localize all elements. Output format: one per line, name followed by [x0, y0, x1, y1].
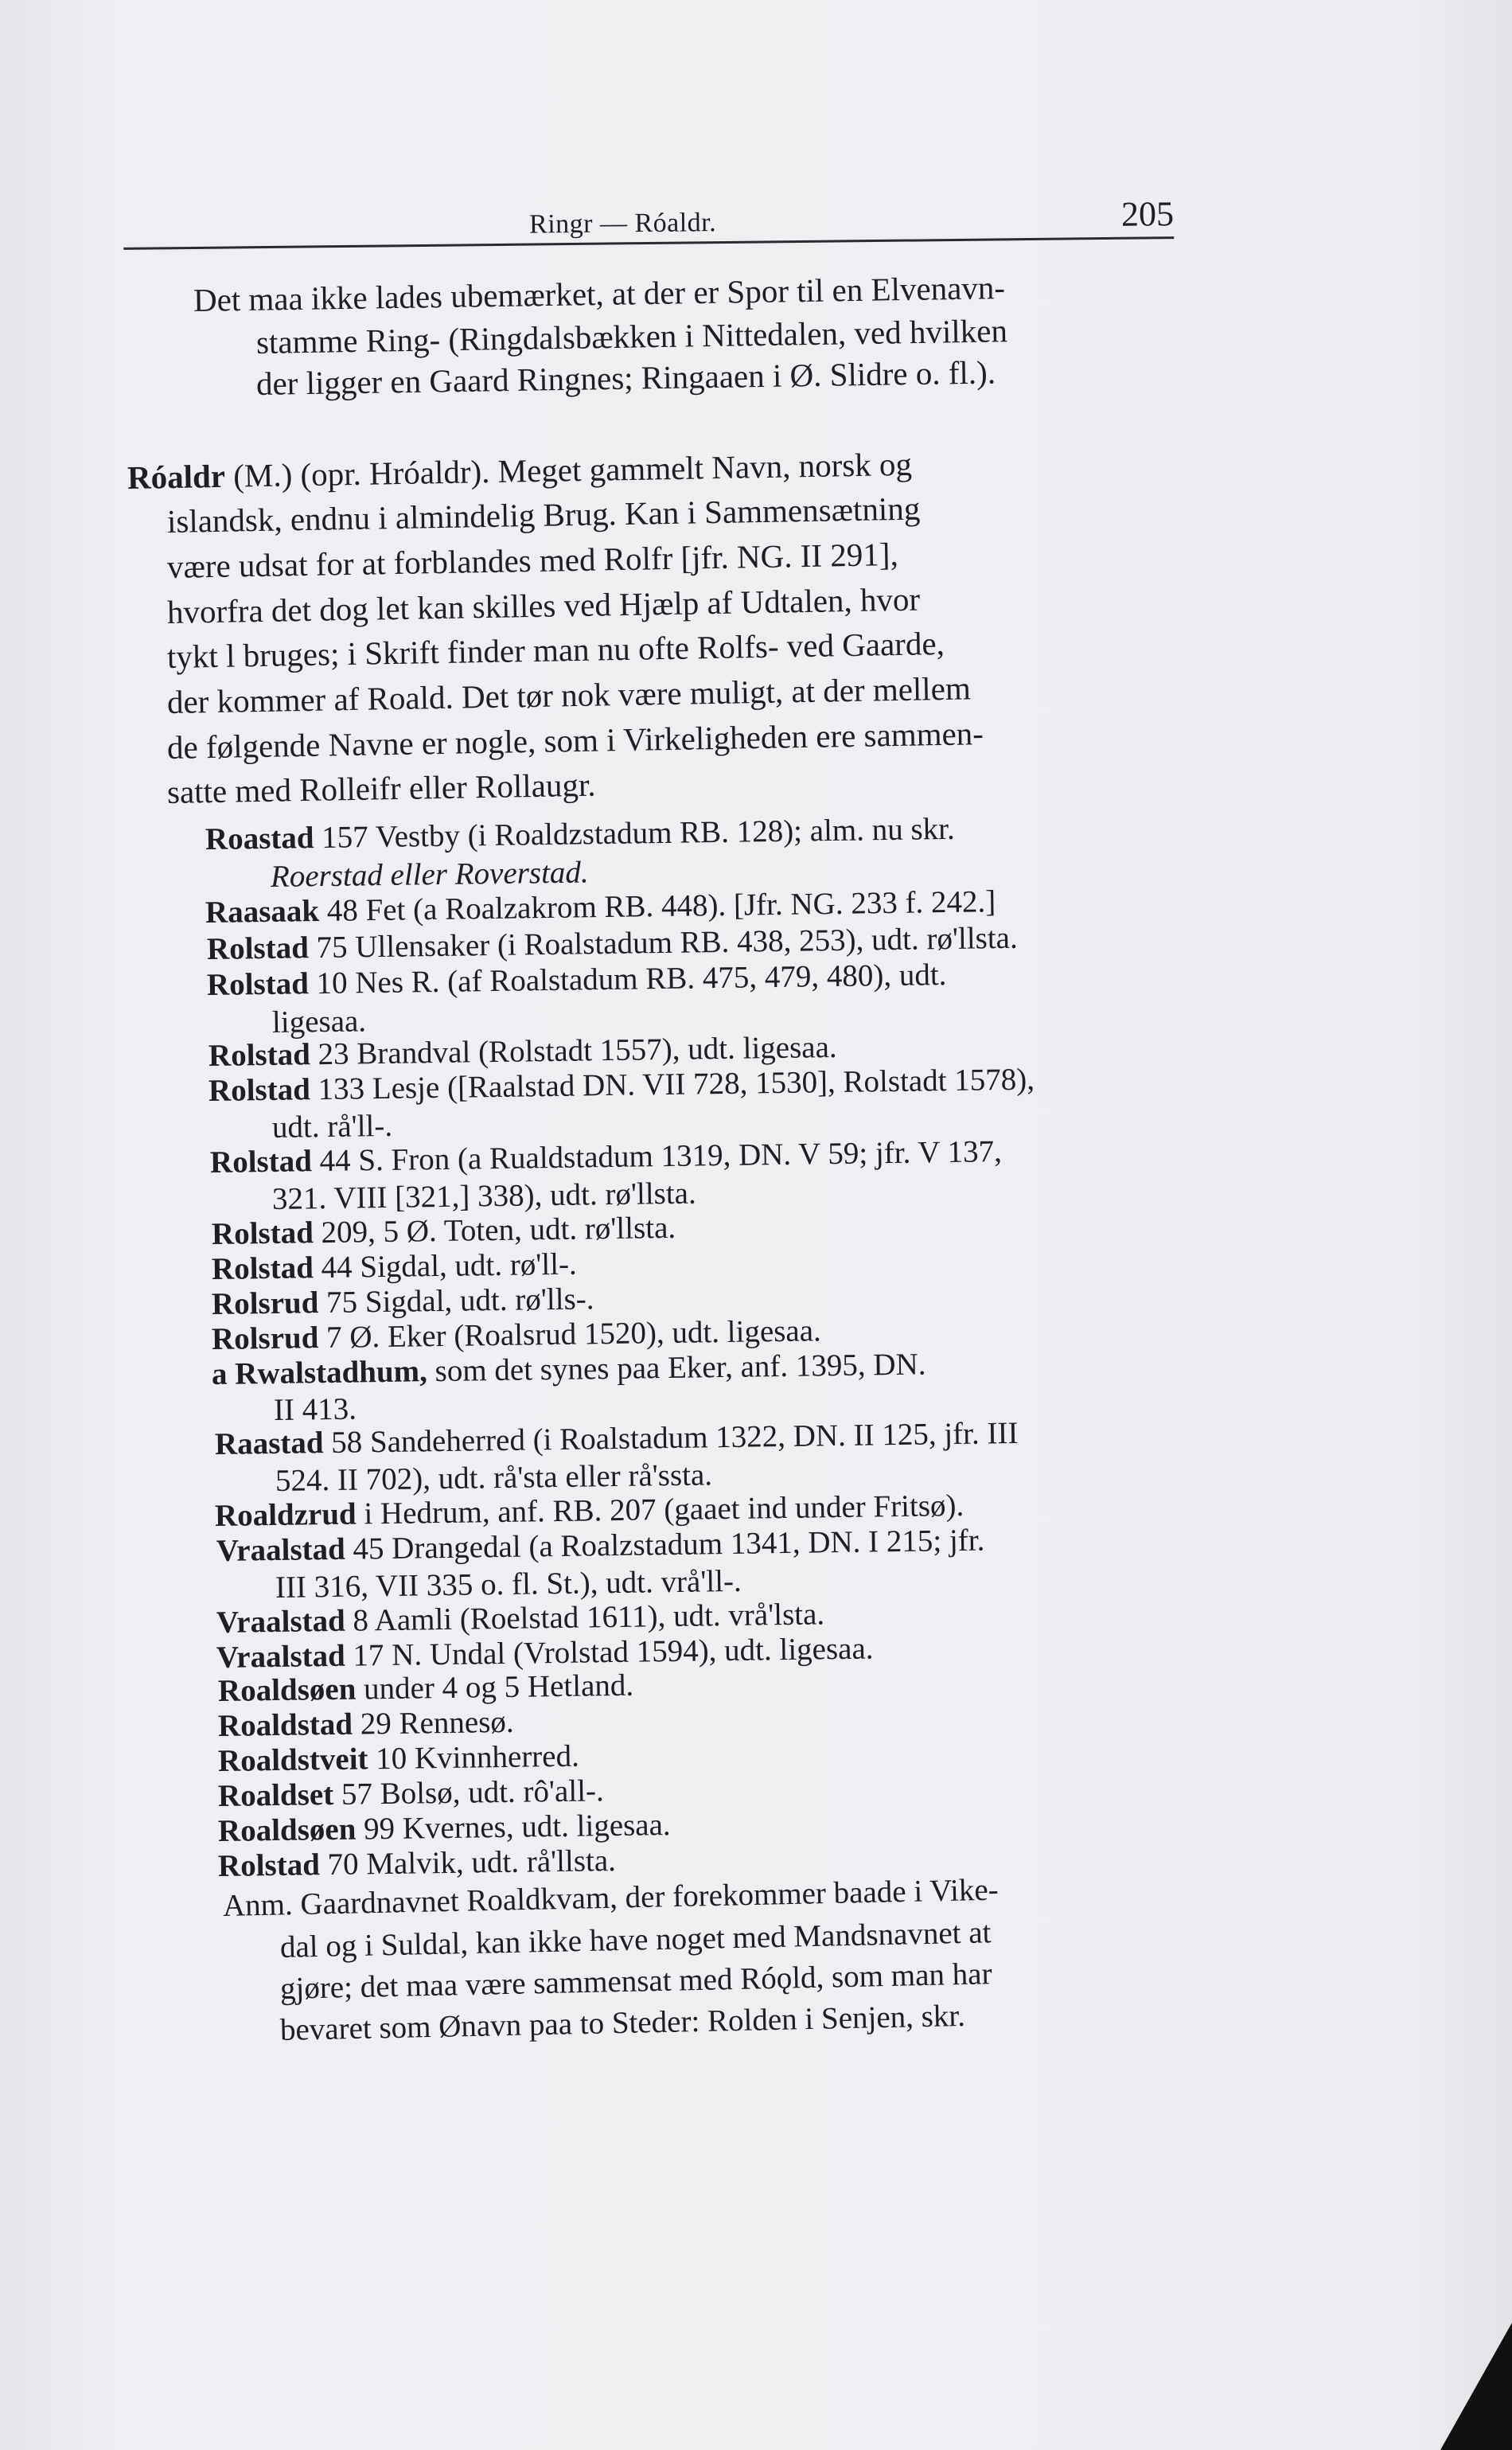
list-item: Raastad 58 Sandeherred (i Roalstadum 1322, DN. II 125, jfr. III: [214, 1415, 1019, 1461]
entry-headword: a Rwalstadhum,: [211, 1354, 428, 1391]
list-item: Roerstad eller Roverstad.: [270, 855, 589, 894]
list-item: Rolstad 23 Brandval (Rolstadt 1557), udt. ligesaa.: [208, 1029, 837, 1073]
entry-headword: Roaldzrud: [214, 1496, 357, 1533]
note-line: Anm. Gaardnavnet Roaldkvam, der forekommer baade i Vike-: [222, 1872, 1000, 1923]
list-item: Rolsrud 7 Ø. Eker (Roalsrud 1520), udt. ligesaa.: [211, 1313, 822, 1356]
list-item: Rolstad 70 Malvik, udt. rå'llsta.: [217, 1843, 617, 1883]
intro-line: Det maa ikke lades ubemærket, at der er Spor til en Elvenavn-: [193, 268, 1006, 318]
main-entry-line: være udsat for at forblandes med Rolfr [jfr. NG. II 291],: [166, 535, 899, 585]
entry-headword: Roaldset: [217, 1777, 334, 1813]
list-item: Rolsrud 75 Sigdal, udt. rø'lls-.: [211, 1282, 594, 1321]
entry-headword: Roaldsøen: [217, 1672, 357, 1708]
note-line: bevaret som Ønavn paa to Steder: Rolden i Senjen, skr.: [279, 1998, 966, 2047]
entry-headword: Rolsrud: [211, 1321, 319, 1356]
list-item: Roaldsøen under 4 og 5 Hetland.: [217, 1668, 634, 1708]
entry-headword: Raasaak: [205, 894, 320, 930]
list-item: Rolstad 133 Lesje ([Raalstad DN. VII 728, 1530], Rolstadt 1578),: [208, 1062, 1035, 1108]
entry-headword: Rolstad: [208, 1072, 311, 1108]
list-item: III 316, VII 335 o. fl. St.), udt. vrå'll-.: [275, 1563, 742, 1605]
list-item: a Rwalstadhum, som det synes paa Eker, anf. 1395, DN.: [211, 1347, 926, 1391]
entry-headword: Vraalstad: [216, 1603, 346, 1640]
entry-headword: Roaldsøen: [217, 1812, 357, 1848]
main-entry-line: (M.) (opr. Hróaldr). Meget gammelt Navn, norsk og: [232, 445, 913, 494]
entry-headword: Rolstad: [211, 1250, 314, 1286]
entry-headword: Rolstad: [211, 1215, 314, 1251]
main-entry-line: tykt l bruges; i Skrift finder man nu ofte Rolfs- ved Gaarde,: [166, 624, 945, 675]
list-item: Rolstad 209, 5 Ø. Toten, udt. rø'llsta.: [211, 1210, 676, 1251]
entry-headword: Rolstad: [206, 930, 310, 966]
list-item: Roaldstveit 10 Kvinnherred.: [217, 1738, 580, 1778]
main-entry-line: hvorfra det dog let kan skilles ved Hjælp af Udtalen, hvor: [166, 580, 921, 630]
list-item: Vraalstad 8 Aamli (Roelstad 1611), udt. vrå'lsta.: [216, 1597, 825, 1640]
list-item: Roaldsøen 99 Kvernes, udt. ligesaa.: [217, 1808, 671, 1848]
entry-headword: Roaldstad: [217, 1707, 353, 1743]
main-entry-line: de følgende Navne er nogle, som i Virkeligheden ere sammen-: [166, 715, 984, 766]
list-item: udt. rå'll-.: [271, 1108, 393, 1145]
list-item: Raasaak 48 Fet (a Roalzakrom RB. 448). [Jfr. NG. 233 f. 242.]: [205, 884, 996, 930]
entry-headword: Rolstad: [209, 1144, 313, 1180]
list-item: Rolstad 10 Nes R. (af Roalstadum RB. 475, 479, 480), udt.: [206, 958, 947, 1002]
running-title: Ringr — Róaldr.: [528, 208, 717, 240]
note-line: gjøre; det maa være sammensat med Róǫld, som man har: [279, 1956, 992, 2006]
entry-headword: Rolstad: [206, 966, 310, 1002]
running-header: [123, 193, 1175, 250]
list-item: ligesaa.: [271, 1004, 367, 1040]
list-item: Rolstad 44 S. Fron (a Rualdstadum 1319, DN. V 59; jfr. V 137,: [209, 1134, 1003, 1180]
list-item: Roaldzrud i Hedrum, anf. RB. 207 (gaaet ind under Fritsø).: [214, 1488, 964, 1533]
list-item: Vraalstad 17 N. Undal (Vrolstad 1594), udt. ligesaa.: [216, 1631, 874, 1675]
entry-headword: Raastad: [214, 1426, 324, 1461]
main-entry-line: der kommer af Roald. Det tør nok være muligt, at der mellem: [166, 669, 972, 720]
entry-headword: Roaldstveit: [217, 1742, 368, 1778]
entry-headword: Vraalstad: [216, 1531, 346, 1568]
page-number: 205: [1120, 194, 1175, 234]
intro-line: der ligger en Gaard Ringnes; Ringaaen i Ø. Slidre o. fl.).: [255, 353, 996, 402]
list-item: Vraalstad 45 Drangedal (a Roalzstadum 1341, DN. I 215; jfr.: [216, 1523, 985, 1568]
main-entry-line: islandsk, endnu i almindelig Brug. Kan i Sammensætning: [166, 490, 921, 540]
list-item: 321. VIII [321,] 338), udt. rø'llsta.: [271, 1176, 696, 1216]
list-item: 524. II 702), udt. rå'sta eller rå'ssta.: [275, 1457, 713, 1498]
main-entry-line: satte med Rolleifr eller Rollaugr.: [166, 766, 596, 810]
main-headword: Róaldr: [127, 457, 226, 496]
entry-headword: Rolsrud: [211, 1285, 319, 1321]
entry-headword: Roastad: [205, 821, 314, 856]
note-line: dal og i Suldal, kan ikke have noget med Mandsnavnet at: [279, 1915, 992, 1964]
entry-headword: Vraalstad: [216, 1638, 346, 1675]
list-item: Rolstad 75 Ullensaker (i Roalstadum RB. 438, 253), udt. rø'llsta.: [206, 920, 1018, 966]
entry-headword: Rolstad: [217, 1847, 321, 1883]
list-item: Rolstad 44 Sigdal, udt. rø'll-.: [211, 1246, 578, 1286]
list-item: Roastad 157 Vestby (i Roaldzstadum RB. 128); alm. nu skr.: [205, 811, 955, 856]
list-item: Roaldstad 29 Rennesø.: [217, 1704, 514, 1743]
entry-headword: Rolstad: [208, 1037, 311, 1073]
intro-line: stamme Ring- (Ringdalsbækken i Nittedalen, ved hvilken: [255, 312, 1008, 361]
list-item: Roaldset 57 Bolsø, udt. rô'all-.: [217, 1773, 605, 1813]
scan-corner-shadow: [1440, 2323, 1512, 2450]
list-item: II 413.: [273, 1391, 357, 1427]
